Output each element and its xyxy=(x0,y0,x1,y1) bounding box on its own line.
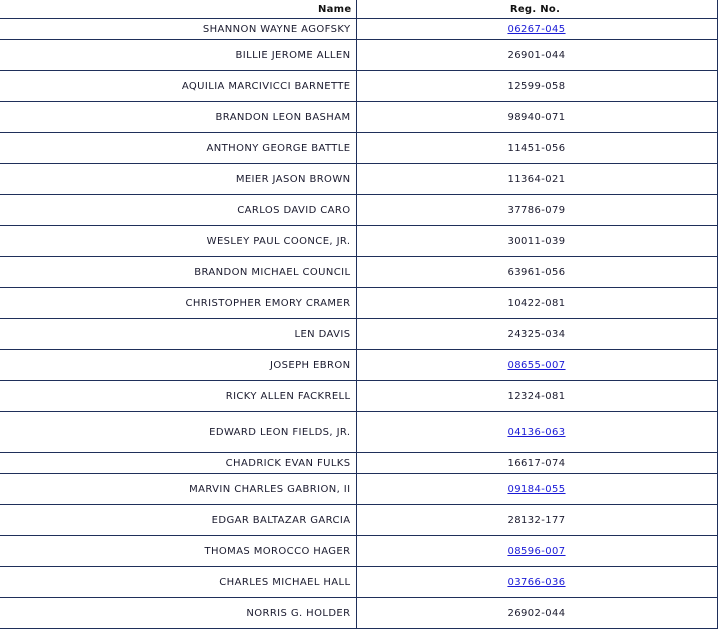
reg-number-cell xyxy=(356,133,717,164)
table-row xyxy=(0,381,717,412)
reg-number-cell xyxy=(356,567,717,598)
inmate-name-cell: LEN DAVIS xyxy=(0,319,356,350)
reg-number-cell xyxy=(356,102,717,133)
reg-number-link[interactable]: 03766-036 xyxy=(507,576,566,588)
inmate-name-cell: THOMAS MOROCCO HAGER xyxy=(0,536,356,567)
reg-number-cell xyxy=(356,598,717,629)
reg-number-cell xyxy=(356,257,717,288)
inmate-name-cell: BRANDON MICHAEL COUNCIL xyxy=(0,257,356,288)
reg-number-link[interactable]: 04136-063 xyxy=(507,426,566,438)
table-row xyxy=(0,598,717,629)
reg-number-cell xyxy=(356,40,717,71)
table-row xyxy=(0,257,717,288)
inmate-name-cell: JOSEPH EBRON xyxy=(0,350,356,381)
table-row xyxy=(0,288,717,319)
table-row xyxy=(0,412,717,453)
reg-number-text: 10422-081 xyxy=(507,297,566,309)
table-row xyxy=(0,474,717,505)
reg-number-text: 26902-044 xyxy=(507,607,566,619)
table-header-row xyxy=(0,0,717,19)
inmate-name-cell: BRANDON LEON BASHAM xyxy=(0,102,356,133)
table-row xyxy=(0,195,717,226)
reg-number-text: 37786-079 xyxy=(507,204,566,216)
table-row xyxy=(0,319,717,350)
inmate-name-cell: CHADRICK EVAN FULKS xyxy=(0,453,356,474)
reg-number-link[interactable]: 06267-045 xyxy=(507,23,566,35)
reg-number-link[interactable]: 09184-055 xyxy=(507,483,566,495)
inmate-name-cell: CARLOS DAVID CARO xyxy=(0,195,356,226)
table-row xyxy=(0,567,717,598)
reg-number-text: 24325-034 xyxy=(507,328,566,340)
reg-number-text: 11451-056 xyxy=(507,142,566,154)
reg-number-link[interactable]: 08655-007 xyxy=(507,359,566,371)
table-row xyxy=(0,226,717,257)
reg-number-text: 11364-021 xyxy=(507,173,566,185)
inmate-name-cell: WESLEY PAUL COONCE, JR. xyxy=(0,226,356,257)
reg-number-cell xyxy=(356,381,717,412)
reg-number-text: 63961-056 xyxy=(507,266,566,278)
reg-number-cell xyxy=(356,19,717,40)
table-row xyxy=(0,505,717,536)
inmate-name-cell: MARVIN CHARLES GABRION, II xyxy=(0,474,356,505)
inmate-name-cell: NORRIS G. HOLDER xyxy=(0,598,356,629)
inmate-name-cell: SHANNON WAYNE AGOFSKY xyxy=(0,19,356,40)
reg-number-text: 12324-081 xyxy=(507,390,566,402)
reg-number-cell xyxy=(356,536,717,567)
reg-number-column-header[interactable]: Reg. No. xyxy=(356,0,717,19)
table-body xyxy=(0,19,717,629)
table-row xyxy=(0,71,717,102)
inmate-name-cell: AQUILIA MARCIVICCI BARNETTE xyxy=(0,71,356,102)
table-row xyxy=(0,19,717,40)
inmate-name-cell: ANTHONY GEORGE BATTLE xyxy=(0,133,356,164)
reg-number-cell xyxy=(356,195,717,226)
table-row xyxy=(0,536,717,567)
inmate-name-cell: MEIER JASON BROWN xyxy=(0,164,356,195)
reg-number-link[interactable]: 08596-007 xyxy=(507,545,566,557)
reg-number-cell xyxy=(356,412,717,453)
reg-number-text: 28132-177 xyxy=(507,514,566,526)
reg-number-cell xyxy=(356,71,717,102)
reg-number-cell xyxy=(356,164,717,195)
reg-number-cell xyxy=(356,505,717,536)
table-row xyxy=(0,102,717,133)
inmate-name-cell: EDWARD LEON FIELDS, JR. xyxy=(0,412,356,453)
reg-number-cell xyxy=(356,453,717,474)
name-column-header[interactable]: Name xyxy=(0,0,356,19)
reg-number-cell xyxy=(356,319,717,350)
inmate-name-cell: CHRISTOPHER EMORY CRAMER xyxy=(0,288,356,319)
table-row xyxy=(0,40,717,71)
reg-number-text: 16617-074 xyxy=(507,457,566,469)
reg-number-text: 30011-039 xyxy=(507,235,566,247)
reg-number-cell xyxy=(356,226,717,257)
reg-number-text: 98940-071 xyxy=(507,111,566,123)
table-row xyxy=(0,453,717,474)
inmate-name-cell: EDGAR BALTAZAR GARCIA xyxy=(0,505,356,536)
reg-number-cell xyxy=(356,288,717,319)
inmate-name-cell: BILLIE JEROME ALLEN xyxy=(0,40,356,71)
reg-number-cell xyxy=(356,474,717,505)
table-row xyxy=(0,164,717,195)
inmate-name-cell: RICKY ALLEN FACKRELL xyxy=(0,381,356,412)
table-row xyxy=(0,133,717,164)
reg-number-text: 12599-058 xyxy=(507,80,566,92)
reg-number-text: 26901-044 xyxy=(507,49,566,61)
reg-number-cell xyxy=(356,350,717,381)
inmate-name-cell: CHARLES MICHAEL HALL xyxy=(0,567,356,598)
table-row xyxy=(0,350,717,381)
